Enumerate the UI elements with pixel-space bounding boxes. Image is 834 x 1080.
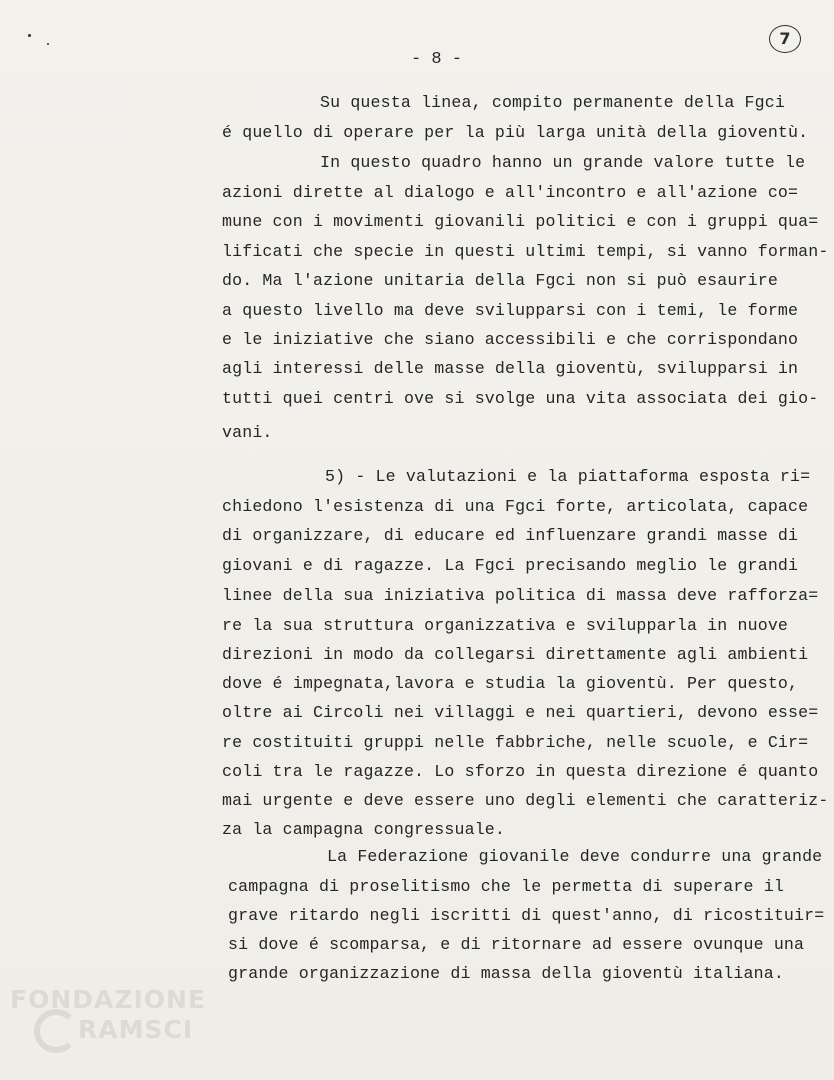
text-line: Su questa linea, compito permanente della Fgci bbox=[320, 93, 785, 112]
text-line: agli interessi delle masse della gioventù, svilupparsi in bbox=[222, 359, 799, 378]
text-line: coli tra le ragazze. Lo sforzo in questa direzione é quanto bbox=[222, 762, 819, 781]
text-line: a questo livello ma deve svilupparsi con i temi, le forme bbox=[222, 301, 799, 320]
watermark-line-2: RAMSCI bbox=[78, 1015, 194, 1044]
text-line: é quello di operare per la più larga unità della gioventù. bbox=[222, 123, 809, 142]
ink-speck bbox=[28, 34, 31, 37]
text-line: mune con i movimenti giovanili politici e con i gruppi qua= bbox=[222, 212, 819, 231]
text-line: La Federazione giovanile deve condurre una grande bbox=[327, 847, 823, 866]
text-line: oltre ai Circoli nei villaggi e nei quartieri, devono esse= bbox=[222, 703, 819, 722]
text-line: grave ritardo negli iscritti di quest'anno, di ricostituir= bbox=[228, 906, 825, 925]
text-line: azioni dirette al dialogo e all'incontro e all'azione co= bbox=[222, 183, 799, 202]
text-line: campagna di proselitismo che le permetta di superare il bbox=[228, 877, 784, 896]
text-line: za la campagna congressuale. bbox=[222, 820, 506, 839]
text-line: direzioni in modo da collegarsi direttamente agli ambienti bbox=[222, 645, 809, 664]
text-line: di organizzare, di educare ed influenzare grandi masse di bbox=[222, 526, 799, 545]
watermark-g-logo bbox=[34, 1009, 78, 1053]
text-line: linee della sua iniziativa politica di massa deve rafforza= bbox=[222, 586, 819, 605]
fondazione-gramsci-watermark bbox=[10, 985, 210, 1065]
watermark-line-1: FONDAZIONE bbox=[10, 985, 207, 1014]
text-line: vani. bbox=[222, 423, 273, 442]
text-line: re costituiti gruppi nelle fabbriche, nelle scuole, e Cir= bbox=[222, 733, 809, 752]
text-line: tutti quei centri ove si svolge una vita associata dei gio- bbox=[222, 389, 819, 408]
text-line: dove é impegnata,lavora e studia la gioventù. Per questo, bbox=[222, 674, 799, 693]
archive-page-stamp: 7 bbox=[769, 25, 801, 53]
text-line: si dove é scomparsa, e di ritornare ad essere ovunque una bbox=[228, 935, 805, 954]
text-line: lificati che specie in questi ultimi tempi, si vanno forman- bbox=[222, 242, 829, 261]
text-line: mai urgente e deve essere uno degli elementi che caratteriz- bbox=[222, 791, 829, 810]
text-line: giovani e di ragazze. La Fgci precisando meglio le grandi bbox=[222, 556, 799, 575]
page-number: - 8 - bbox=[411, 50, 463, 69]
text-line: do. Ma l'azione unitaria della Fgci non si può esaurire bbox=[222, 271, 778, 290]
text-line: grande organizzazione di massa della gioventù italiana. bbox=[228, 964, 784, 983]
text-line: e le iniziative che siano accessibili e che corrispondano bbox=[222, 330, 799, 349]
ink-speck bbox=[47, 43, 49, 45]
text-line: chiedono l'esistenza di una Fgci forte, articolata, capace bbox=[222, 497, 809, 516]
text-line: re la sua struttura organizzativa e svilupparla in nuove bbox=[222, 616, 789, 635]
text-line: 5) - Le valutazioni e la piattaforma esposta ri= bbox=[325, 467, 811, 486]
text-line: In questo quadro hanno un grande valore tutte le bbox=[320, 153, 806, 172]
